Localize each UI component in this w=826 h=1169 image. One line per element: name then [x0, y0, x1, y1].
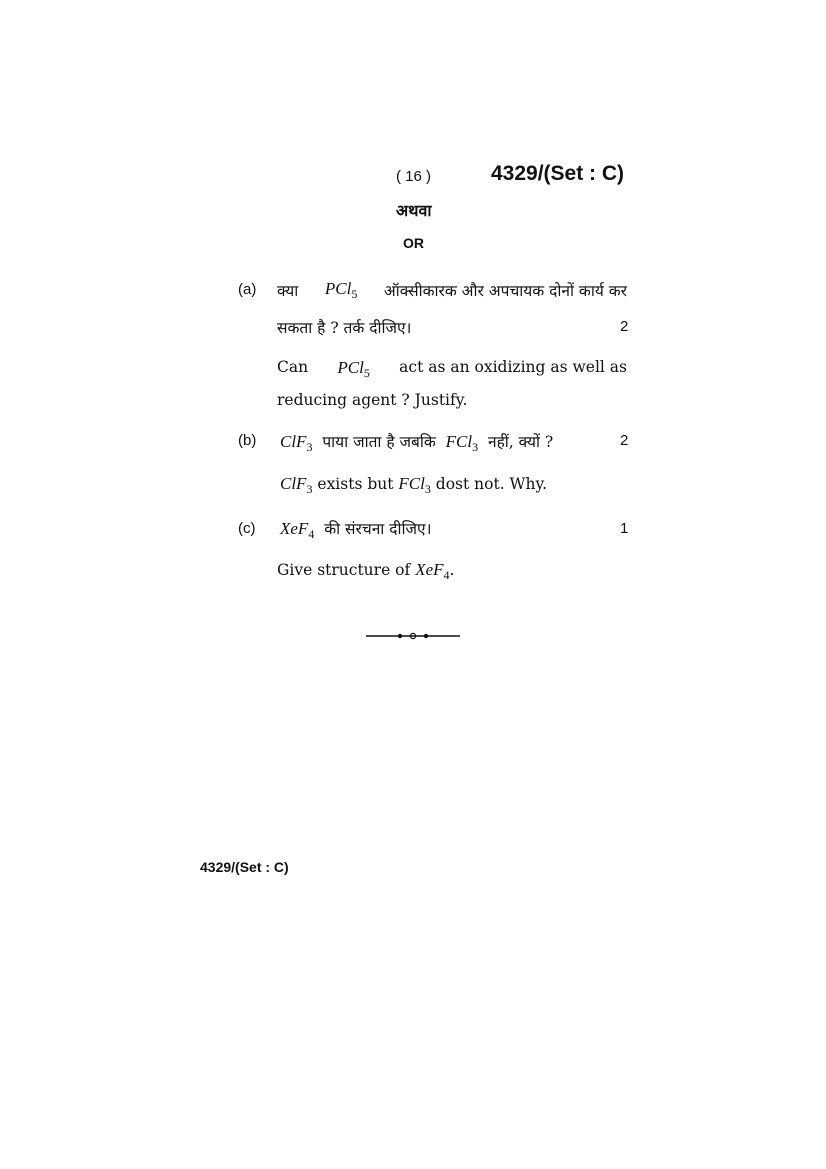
question-b-marks: 2 [620, 432, 629, 449]
formula-pcl5: PCl$_5$ [324, 279, 358, 301]
question-a-english-line2: reducing agent ? Justify. [277, 391, 468, 409]
question-c-label: (c) [238, 520, 256, 537]
question-c-marks: 1 [620, 520, 629, 537]
question-c-english-post: . [449, 561, 455, 579]
formula-pcl5-english: PCl$_5$ [337, 358, 370, 380]
formula-clf3-english: ClF$_3$ [280, 474, 313, 496]
question-c-hindi-post: की संरचना दीजिए। [324, 520, 432, 538]
question-a-english-post: act as an oxidizing as well as [399, 358, 627, 376]
question-a-english-line1 [277, 358, 627, 378]
formula-xef4: XeF$_4$ [280, 519, 315, 541]
question-b-hindi-mid: पाया जाता है जबकि [322, 433, 436, 451]
formula-fcl3: FCl$_3$ [445, 432, 479, 454]
question-b-hindi-line [280, 430, 553, 452]
question-a-hindi-pre: क्या [277, 282, 299, 300]
paper-code-footer: 4329/(Set : C) [200, 859, 289, 875]
question-a-marks: 2 [620, 318, 629, 335]
question-a-english-pre: Can [277, 358, 309, 376]
question-b-english-mid: exists but [317, 475, 394, 493]
formula-fcl3-english: FCl$_3$ [398, 474, 431, 496]
question-b-label: (b) [238, 432, 257, 449]
or-separator-hindi: अथवा [396, 201, 432, 220]
paper-code-header: 4329/(Set : C) [491, 162, 625, 185]
formula-clf3: ClF$_3$ [280, 432, 313, 454]
question-c-english-line [277, 560, 454, 580]
question-a-hindi-line1 [277, 279, 627, 301]
question-a-hindi-post: ऑक्सीकारक और अपचायक दोनों कार्य कर [383, 282, 627, 300]
question-b-hindi-post: नहीं, क्यों ? [487, 433, 554, 451]
question-b-english-line [280, 474, 547, 494]
question-c-english-pre: Give structure of [277, 561, 411, 579]
page-number: ( 16 ) [396, 168, 432, 185]
question-b-english-post: dost not. Why. [435, 475, 548, 493]
or-separator-english: OR [403, 235, 424, 251]
question-a-hindi-line2: सकता है ? तर्क दीजिए। [277, 319, 412, 337]
formula-xef4-english: XeF$_4$ [415, 560, 450, 582]
end-ornament-divider [366, 630, 460, 642]
question-a-label: (a) [238, 281, 257, 298]
question-c-hindi-line [280, 517, 431, 539]
